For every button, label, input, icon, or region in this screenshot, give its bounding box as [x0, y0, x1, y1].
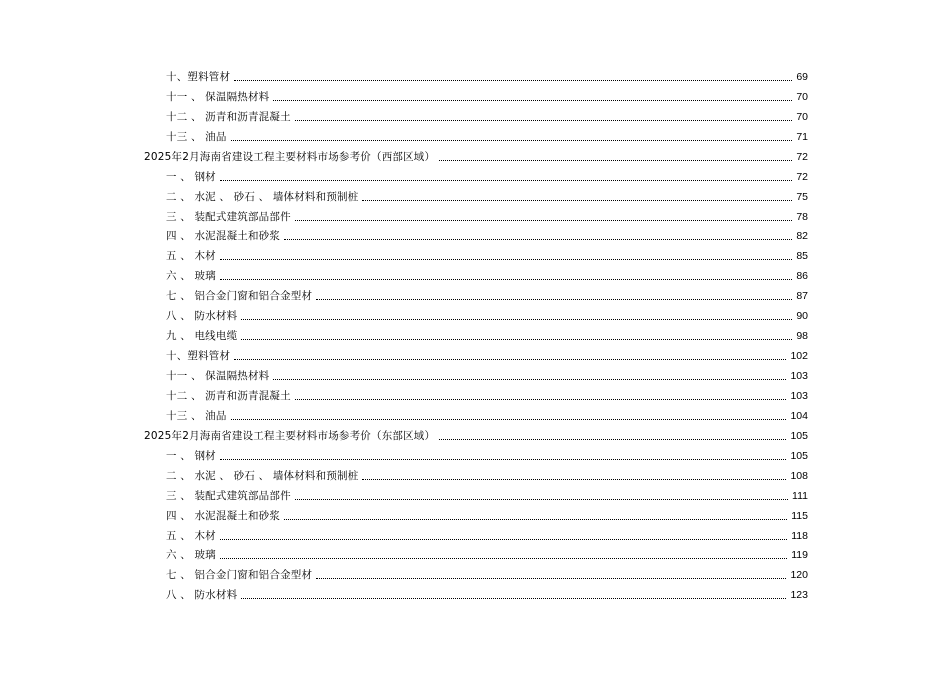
toc-page-number: 82 — [796, 230, 808, 243]
toc-entry-title: 2025年2月海南省建设工程主要材料市场参考价（东部区域） — [144, 429, 436, 442]
toc-entry-title: 十、塑料管材 — [166, 350, 231, 363]
toc-page-number: 85 — [796, 250, 808, 263]
toc-page-number: 72 — [796, 150, 808, 163]
toc-entry-title: 五 、 木材 — [166, 250, 216, 263]
toc-page-number: 70 — [796, 90, 808, 103]
toc-entry-title: 十一 、 保温隔热材料 — [166, 90, 270, 103]
toc-page-number: 103 — [790, 370, 808, 382]
toc-entry-title: 2025年2月海南省建设工程主要材料市场参考价（西部区域） — [144, 150, 436, 163]
dot-leader — [284, 519, 787, 520]
toc-entry[interactable] — [144, 184, 808, 204]
dot-leader — [231, 140, 793, 141]
toc-entry-title: 四 、 水泥混凝土和砂浆 — [166, 230, 281, 243]
dot-leader — [316, 299, 792, 300]
toc-page-number: 105 — [790, 449, 808, 462]
toc-entry[interactable] — [144, 483, 808, 503]
toc-page-number: 119 — [791, 549, 808, 562]
dot-leader — [234, 359, 786, 360]
toc-page-number: 108 — [790, 469, 808, 482]
toc-entry[interactable] — [144, 543, 808, 563]
toc-entry-title: 九 、 电线电缆 — [166, 330, 238, 343]
toc-entry-title: 七 、 铝合金门窗和铝合金型材 — [166, 569, 313, 582]
toc-entry[interactable] — [144, 303, 808, 323]
toc-page-number: 87 — [796, 290, 808, 303]
toc-page-number: 75 — [796, 190, 808, 203]
dot-leader — [316, 578, 786, 579]
toc-entry[interactable] — [144, 443, 808, 463]
toc-entry[interactable] — [144, 104, 808, 124]
toc-entry[interactable] — [144, 363, 808, 383]
toc-entry[interactable] — [144, 523, 808, 543]
dot-leader — [241, 339, 792, 340]
dot-leader — [362, 200, 792, 201]
dot-leader — [295, 220, 793, 221]
toc-entry-title: 十三 、 油品 — [166, 130, 227, 143]
toc-entry[interactable] — [144, 562, 808, 582]
dot-leader — [284, 239, 792, 240]
toc-entry[interactable] — [144, 582, 808, 602]
dot-leader — [439, 160, 792, 161]
toc-entry-title: 十、塑料管材 — [166, 70, 231, 83]
dot-leader — [220, 558, 787, 559]
toc-entry[interactable] — [144, 124, 808, 144]
toc-page-number: 72 — [796, 170, 808, 183]
toc-entry-title: 一 、 钢材 — [166, 449, 216, 462]
toc-page-number: 98 — [796, 330, 808, 343]
toc-page-number: 71 — [796, 130, 808, 143]
dot-leader — [220, 279, 792, 280]
toc-entry-title: 二 、 水泥 、 砂石 、 墙体材料和预制桩 — [166, 469, 359, 482]
dot-leader — [295, 399, 787, 400]
toc-entry[interactable] — [144, 164, 808, 184]
dot-leader — [273, 100, 792, 101]
toc-entry[interactable] — [144, 463, 808, 483]
dot-leader — [220, 539, 787, 540]
toc-page-number: 123 — [790, 589, 808, 602]
toc-entry-title: 十三 、 油品 — [166, 409, 227, 422]
toc-entry-title: 二 、 水泥 、 砂石 、 墙体材料和预制桩 — [166, 190, 359, 203]
toc-entry-title: 五 、 木材 — [166, 529, 216, 542]
toc-section-entry[interactable] — [144, 144, 808, 164]
dot-leader — [220, 259, 792, 260]
toc-entry[interactable] — [144, 403, 808, 423]
dot-leader — [273, 379, 786, 380]
toc-entry-title: 十二 、 沥青和沥青混凝土 — [166, 110, 291, 123]
toc-entry[interactable] — [144, 263, 808, 283]
toc-entry[interactable] — [144, 224, 808, 244]
toc-entry[interactable] — [144, 84, 808, 104]
toc-entry-title: 八 、 防水材料 — [166, 589, 238, 602]
toc-page-number: 70 — [796, 110, 808, 123]
toc-entry-title: 七 、 铝合金门窗和铝合金型材 — [166, 290, 313, 303]
dot-leader — [295, 499, 788, 500]
toc-entry[interactable] — [144, 283, 808, 303]
toc-entry[interactable] — [144, 323, 808, 343]
toc-entry[interactable] — [144, 204, 808, 224]
dot-leader — [241, 598, 786, 599]
toc-entry[interactable] — [144, 64, 808, 84]
toc-entry-title: 三 、 装配式建筑部品部件 — [166, 210, 291, 223]
toc-page-number: 115 — [791, 509, 808, 522]
dot-leader — [362, 479, 786, 480]
toc-page-number: 86 — [796, 270, 808, 283]
toc-entry[interactable] — [144, 383, 808, 403]
toc-page-number: 69 — [796, 70, 808, 83]
toc-entry[interactable] — [144, 343, 808, 363]
toc-entry-title: 八 、 防水材料 — [166, 310, 238, 323]
dot-leader — [295, 120, 793, 121]
toc-page-number: 111 — [792, 489, 808, 502]
dot-leader — [439, 439, 786, 440]
toc-entry-title: 一 、 钢材 — [166, 170, 216, 183]
toc-entry-title: 十一 、 保温隔热材料 — [166, 370, 270, 382]
dot-leader — [241, 319, 792, 320]
toc-entry-title: 六 、 玻璃 — [166, 270, 216, 283]
toc-entry[interactable] — [144, 503, 808, 523]
toc-entry[interactable] — [144, 243, 808, 263]
dot-leader — [231, 419, 787, 420]
dot-leader — [220, 459, 787, 460]
toc-page-number: 90 — [796, 310, 808, 323]
toc-page-number: 103 — [790, 389, 808, 402]
toc-page-number: 102 — [790, 350, 808, 363]
dot-leader — [234, 80, 792, 81]
toc-entry-title: 十二 、 沥青和沥青混凝土 — [166, 389, 291, 402]
toc-page-number: 104 — [790, 409, 808, 422]
toc-section-entry[interactable] — [144, 423, 808, 443]
toc-page-number: 120 — [790, 569, 808, 582]
toc-entry-title: 四 、 水泥混凝土和砂浆 — [166, 509, 281, 522]
table-of-contents — [144, 64, 808, 602]
toc-page-number: 78 — [796, 210, 808, 223]
toc-entry-title: 六 、 玻璃 — [166, 549, 216, 562]
dot-leader — [220, 180, 792, 181]
toc-entry-title: 三 、 装配式建筑部品部件 — [166, 489, 291, 502]
toc-page-number: 118 — [791, 529, 808, 542]
toc-page-number: 105 — [790, 429, 808, 442]
